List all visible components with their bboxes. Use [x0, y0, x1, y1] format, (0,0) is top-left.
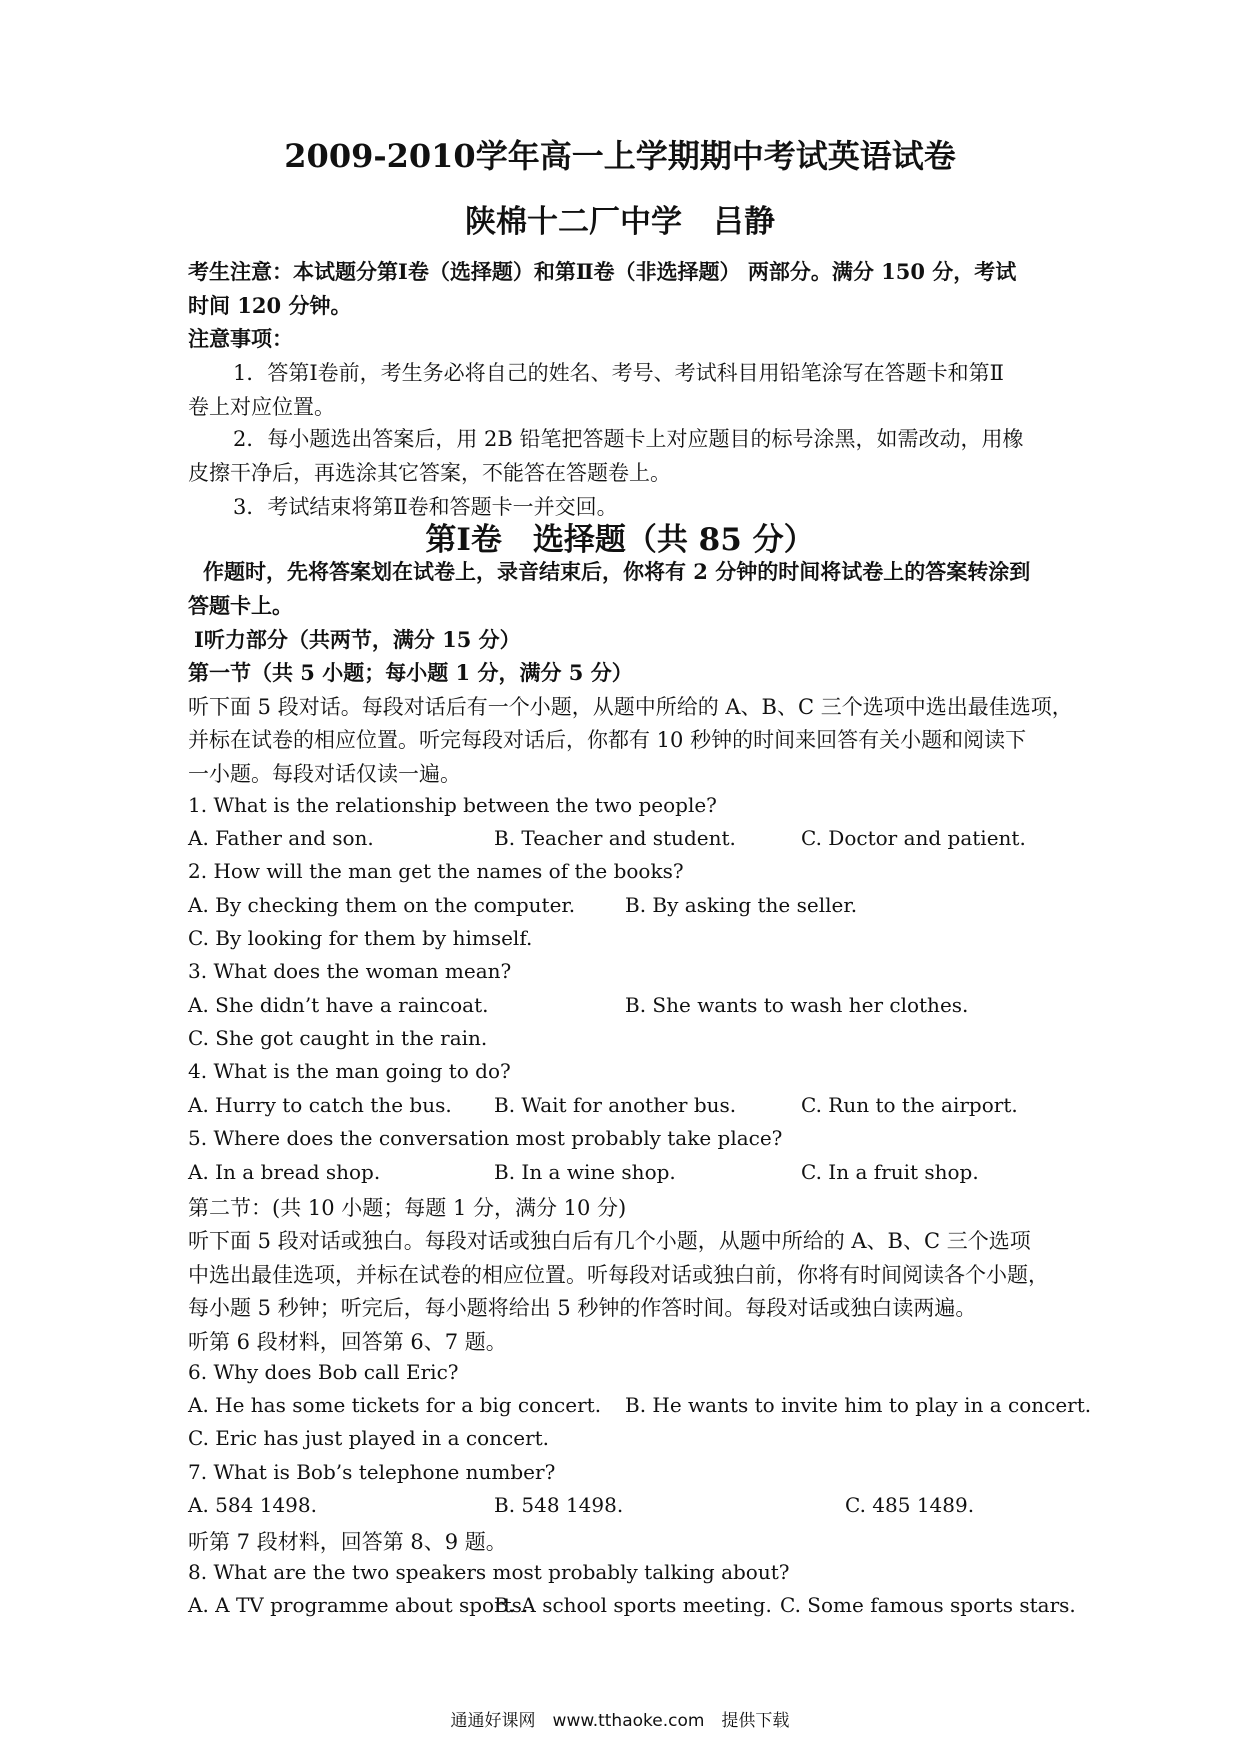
question-2-option-a: A. By checking them on the computer. — [188, 893, 576, 917]
question-1-option-a: A. Father and son. — [188, 826, 374, 850]
section1-heading: 第一节（共 5 小题；每小题 1 分，满分 5 分） — [188, 660, 633, 685]
question-1-option-b: B. Teacher and student. — [494, 826, 736, 850]
question-2-stem: 2. How will the man get the names of the books? — [188, 859, 684, 883]
question-6-stem: 6. Why does Bob call Eric? — [188, 1360, 459, 1384]
notice-item-1-cont: 卷上对应位置。 — [188, 395, 335, 419]
question-8-option-a: A. A TV programme about sports. — [188, 1593, 529, 1617]
material-7-label: 听第 7 段材料，回答第 8、9 题。 — [188, 1530, 507, 1554]
question-4-option-b: B. Wait for another bus. — [494, 1093, 737, 1117]
question-6-option-a: A. He has some tickets for a big concert. — [188, 1393, 602, 1417]
section1-instruction-3: 一小题。每段对话仅读一遍。 — [188, 762, 461, 786]
question-5-option-c: C. In a fruit shop. — [801, 1160, 979, 1184]
question-5-option-a: A. In a bread shop. — [188, 1160, 381, 1184]
question-4-stem: 4. What is the man going to do? — [188, 1059, 511, 1083]
question-5-stem: 5. Where does the conversation most probably take place? — [188, 1126, 783, 1150]
page-footer: 通通好课网 www.tthaoke.com 提供下载 — [450, 1711, 790, 1731]
question-1-option-c: C. Doctor and patient. — [801, 826, 1026, 850]
notice-item-1: 1．答第Ⅰ卷前，考生务必将自己的姓名、考号、考试科目用铅笔涂写在答题卡和第Ⅱ — [233, 361, 1004, 385]
question-6-option-c: C. Eric has just played in a concert. — [188, 1426, 550, 1450]
listening-heading: Ⅰ听力部分（共两节，满分 15 分） — [194, 627, 521, 652]
notice-line-2: 时间 120 分钟。 — [188, 293, 352, 318]
question-4-option-c: C. Run to the airport. — [801, 1093, 1018, 1117]
question-7-option-a: A. 584 1498. — [188, 1493, 317, 1517]
material-6-label: 听第 6 段材料，回答第 6、7 题。 — [188, 1330, 507, 1354]
question-7-stem: 7. What is Bob’s telephone number? — [188, 1460, 556, 1484]
question-8-option-c: C. Some famous sports stars. — [780, 1593, 1076, 1617]
section1-instruction-2: 并标在试卷的相应位置。听完每段对话后，你都有 10 秒钟的时间来回答有关小题和阅读下 — [188, 728, 1027, 752]
author-line: 陕棉十二厂中学 吕静 — [465, 204, 775, 240]
question-6-option-b: B. He wants to invite him to play in a concert. — [625, 1393, 1092, 1417]
question-7-option-b: B. 548 1498. — [494, 1493, 624, 1517]
document-title: 2009-2010学年高一上学期期中考试英语试卷 — [284, 137, 956, 175]
question-2-option-c: C. By looking for them by himself. — [188, 926, 533, 950]
question-3-option-b: B. She wants to wash her clothes. — [625, 993, 969, 1017]
question-8-option-b: B. A school sports meeting. — [494, 1593, 772, 1617]
section1-instruction-1: 听下面 5 段对话。每段对话后有一个小题，从题中所给的 A、B、C 三个选项中选出最佳选项， — [188, 695, 1073, 719]
question-8-stem: 8. What are the two speakers most probably talking about? — [188, 1560, 790, 1584]
question-5-option-b: B. In a wine shop. — [494, 1160, 676, 1184]
notice-item-3: 3．考试结束将第Ⅱ卷和答题卡一并交回。 — [233, 495, 618, 519]
question-4-option-a: A. Hurry to catch the bus. — [188, 1093, 452, 1117]
question-3-option-c: C. She got caught in the rain. — [188, 1026, 488, 1050]
section2-instruction-1: 听下面 5 段对话或独白。每段对话或独白后有几个小题，从题中所给的 A、B、C 三个选项 — [188, 1229, 1031, 1253]
question-3-option-a: A. She didn’t have a raincoat. — [188, 993, 489, 1017]
notice-line-1: 考生注意：本试题分第Ⅰ卷（选择题）和第Ⅱ卷（非选择题） 两部分。满分 150 分，考试 — [188, 259, 1017, 284]
section2-heading: 第二节：(共 10 小题；每题 1 分，满分 10 分) — [188, 1196, 627, 1220]
question-2-option-b: B. By asking the seller. — [625, 893, 858, 917]
part1-instruction-2: 答题卡上。 — [188, 593, 293, 618]
question-1-stem: 1. What is the relationship between the two people? — [188, 793, 717, 817]
notice-heading: 注意事项： — [188, 326, 293, 351]
question-3-stem: 3. What does the woman mean? — [188, 959, 512, 983]
notice-item-2: 2．每小题选出答案后，用 2B 铅笔把答题卡上对应题目的标号涂黑，如需改动，用橡 — [233, 427, 1024, 451]
notice-item-2-cont: 皮擦干净后，再选涂其它答案，不能答在答题卷上。 — [188, 461, 671, 485]
question-7-option-c: C. 485 1489. — [845, 1493, 975, 1517]
section2-instruction-2: 中选出最佳选项，并标在试卷的相应位置。听每段对话或独白前，你将有时间阅读各个小题， — [188, 1263, 1049, 1287]
part1-instruction-1: 作题时，先将答案划在试卷上，录音结束后，你将有 2 分钟的时间将试卷上的答案转涂到 — [203, 559, 1031, 584]
part1-heading: 第Ⅰ卷 选择题（共 85 分） — [425, 522, 815, 558]
section2-instruction-3: 每小题 5 秒钟；听完后，每小题将给出 5 秒钟的作答时间。每段对话或独白读两遍。 — [188, 1296, 977, 1320]
